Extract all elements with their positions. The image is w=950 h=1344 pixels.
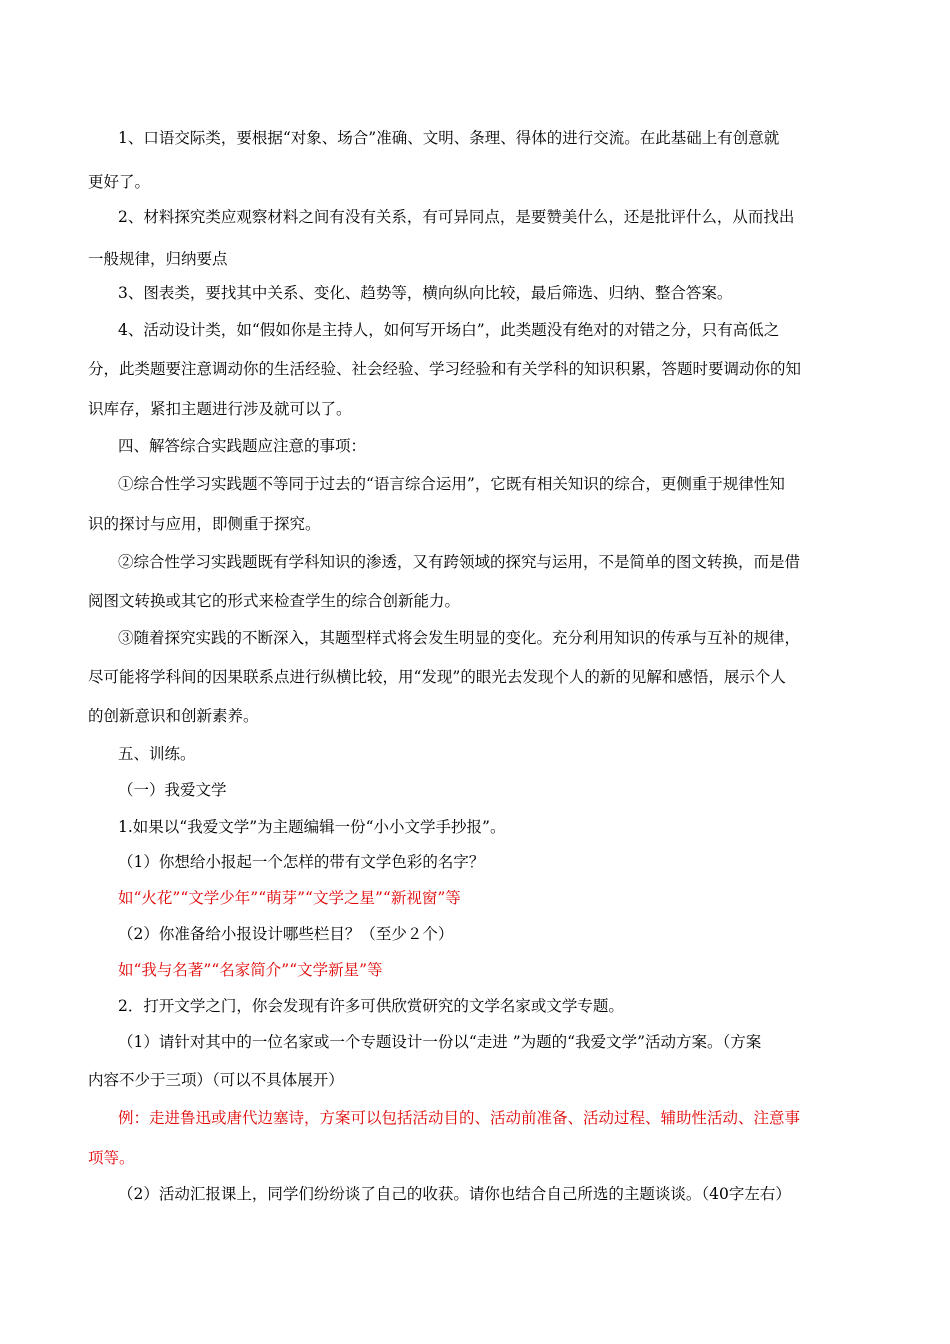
question-line: （1）请针对其中的一位名家或一个专题设计一份以“走进 ”为题的“我爱文学”活动方案。（方案 xyxy=(118,1033,762,1051)
question-line: 内容不少于三项）（可以不具体展开） xyxy=(88,1071,344,1089)
question-line: （1）你想给小报起一个怎样的带有文学色彩的名字？ xyxy=(118,853,485,871)
section-heading: 五、训练。 xyxy=(118,745,196,763)
question-line: 1.如果以“我爱文学”为主题编辑一份“小小文学手抄报”。 xyxy=(118,818,506,836)
section-heading: 四、解答综合实践题应注意的事项： xyxy=(118,437,367,455)
paragraph-line: 1、口语交际类，要根据“对象、场合”准确、文明、条理、得体的进行交流。在此基础上有创意就 xyxy=(118,129,780,147)
paragraph-line: 分，此类题要注意调动你的生活经验、社会经验、学习经验和有关学科的知识积累，答题时要调动你的知 xyxy=(88,360,802,378)
answer-line: 如“我与名著”“名家简介”“文学新星”等 xyxy=(118,961,383,979)
paragraph-line: 识库存，紧扣主题进行涉及就可以了。 xyxy=(88,400,352,418)
question-line: （2）你准备给小报设计哪些栏目？（至少２个） xyxy=(118,925,454,943)
answer-line: 例：走进鲁迅或唐代边塞诗，方案可以包括活动目的、活动前准备、活动过程、辅助性活动、注意事 xyxy=(118,1109,801,1127)
answer-line: 项等。 xyxy=(88,1149,135,1167)
paragraph-line: ②综合性学习实践题既有学科知识的渗透，又有跨领域的探究与运用，不是简单的图文转换，而是借 xyxy=(118,553,801,571)
paragraph-line: 更好了。 xyxy=(88,173,151,191)
paragraph-line: 的创新意识和创新素养。 xyxy=(88,707,259,725)
paragraph-line: 阅图文转换或其它的形式来检查学生的综合创新能力。 xyxy=(88,592,461,610)
paragraph-line: ③随着探究实践的不断深入，其题型样式将会发生明显的变化。充分利用知识的传承与互补的规律， xyxy=(118,629,801,647)
paragraph-line: 一般规律，归纳要点 xyxy=(88,250,228,268)
paragraph-line: 2、材料探究类应观察材料之间有没有关系，有可异同点，是要赞美什么，还是批评什么，从而找出 xyxy=(118,208,795,226)
paragraph-line: ①综合性学习实践题不等同于过去的“语言综合运用”，它既有相关知识的综合，更侧重于规律性知 xyxy=(118,475,785,493)
paragraph-line: 尽可能将学科间的因果联系点进行纵横比较，用“发现”的眼光去发现个人的新的见解和感悟，展示个人 xyxy=(88,668,786,686)
paragraph-line: 4、活动设计类，如“假如你是主持人，如何写开场白”，此类题没有绝对的对错之分，只有高低之 xyxy=(118,321,780,339)
question-line: 2．打开文学之门，你会发现有许多可供欣赏研究的文学名家或文学专题。 xyxy=(118,997,624,1015)
paragraph-line: 3、图表类，要找其中关系、变化、趋势等，横向纵向比较，最后筛选、归纳、整合答案。 xyxy=(118,284,733,302)
subsection-heading: （一）我爱文学 xyxy=(118,781,227,799)
answer-line: 如“火花”“文学少年”“萌芽”“文学之星”“新视窗”等 xyxy=(118,889,461,907)
paragraph-line: 识的探讨与应用，即侧重于探究。 xyxy=(88,515,321,533)
question-line: （2）活动汇报课上，同学们纷纷谈了自己的收获。请你也结合自己所选的主题谈谈。（40字左右） xyxy=(118,1185,791,1203)
